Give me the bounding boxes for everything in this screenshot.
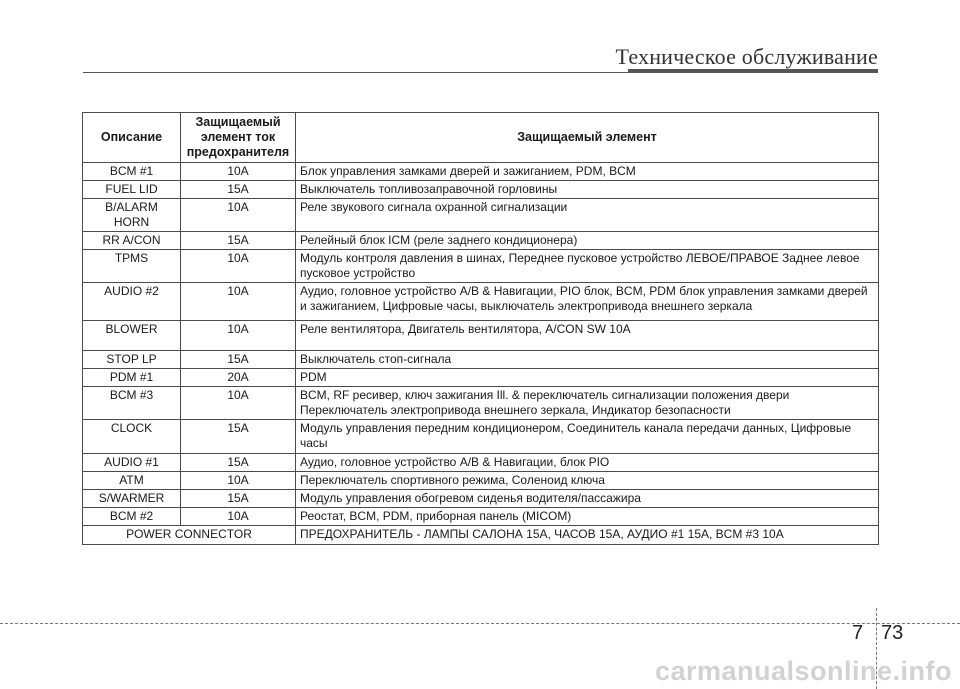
fuse-amperage: 20A <box>181 369 296 387</box>
table-row <box>83 199 879 232</box>
fuse-amperage: 10A <box>181 321 296 351</box>
fuse-protected-element: PDM <box>296 369 879 387</box>
table-row <box>83 454 879 472</box>
table-row <box>83 250 879 283</box>
table-row <box>83 283 879 321</box>
fuse-protected-element: Аудио, головное устройство A/B & Навигации, блок PIO <box>296 454 879 472</box>
table-row <box>83 163 879 181</box>
fuse-description: TPMS <box>83 250 181 283</box>
page-header-title: Техническое обслуживание <box>615 44 878 69</box>
fuse-description: FUEL LID <box>83 181 181 199</box>
fuse-table-body <box>83 163 879 526</box>
fuse-amperage: 15A <box>181 181 296 199</box>
fuse-amperage: 15A <box>181 351 296 369</box>
fuse-amperage: 10A <box>181 199 296 232</box>
header-rule-accent <box>628 69 878 73</box>
fuse-protected-element: Аудио, головное устройство A/B & Навигации, PIO блок, BCM, PDM блок управления замками дверей и зажиганием, Цифровые часы, выключатель электропривода внешнего зеркала <box>296 283 879 321</box>
fuse-description: AUDIO #2 <box>83 283 181 321</box>
fuse-description: S/WARMER <box>83 490 181 508</box>
power-connector-row <box>83 526 879 545</box>
table-row <box>83 321 879 351</box>
fuse-protected-element: Переключатель спортивного режима, Соленоид ключа <box>296 472 879 490</box>
fuse-description: AUDIO #1 <box>83 454 181 472</box>
table-row <box>83 508 879 526</box>
watermark: carmanualsonline.info <box>654 656 952 686</box>
table-row <box>83 472 879 490</box>
fuse-protected-element: Реле звукового сигнала охранной сигнализации <box>296 199 879 232</box>
fuse-description: STOP LP <box>83 351 181 369</box>
fuse-description: BCM #1 <box>83 163 181 181</box>
fuse-protected-element: Модуль управления передним кондиционером, Соединитель канала передачи данных, Цифровые часы <box>296 420 879 454</box>
table-row <box>83 232 879 250</box>
fuse-amperage: 10A <box>181 283 296 321</box>
fuse-description: BCM #2 <box>83 508 181 526</box>
table-row <box>83 369 879 387</box>
fuse-description: RR A/CON <box>83 232 181 250</box>
table-row <box>83 420 879 454</box>
fuse-amperage: 10A <box>181 472 296 490</box>
page-number: 73 <box>881 622 904 644</box>
fuse-description: ATM <box>83 472 181 490</box>
fuse-description: BLOWER <box>83 321 181 351</box>
footer-dashed-rule <box>0 623 960 624</box>
fuse-protected-element: Релейный блок ICM (реле заднего кондиционера) <box>296 232 879 250</box>
header-element: Защищаемый элемент <box>296 113 879 163</box>
fuse-description: CLOCK <box>83 420 181 454</box>
power-connector-element: ПРЕДОХРАНИТЕЛЬ - ЛАМПЫ САЛОНА 15A, ЧАСОВ 15A, АУДИО #1 15A, BCM #3 10A <box>296 526 879 545</box>
table-row <box>83 387 879 420</box>
header-amperage: Защищаемый элемент ток предохранителя <box>181 113 296 163</box>
fuse-amperage: 15A <box>181 232 296 250</box>
table-row <box>83 490 879 508</box>
fuse-amperage: 10A <box>181 250 296 283</box>
fuse-protected-element: Реостат, BCM, PDM, приборная панель (MICOM) <box>296 508 879 526</box>
fuse-protected-element: Блок управления замками дверей и зажиганием, PDM, BCM <box>296 163 879 181</box>
fuse-description: B/ALARM HORN <box>83 199 181 232</box>
table-row <box>83 351 879 369</box>
fuse-amperage: 10A <box>181 508 296 526</box>
fuse-amperage: 15A <box>181 454 296 472</box>
table-header-row <box>83 113 879 163</box>
fuse-protected-element: Модуль управления обогревом сиденья водителя/пассажира <box>296 490 879 508</box>
fuse-table <box>82 112 879 545</box>
fuse-protected-element: Модуль контроля давления в шинах, Переднее пусковое устройство ЛЕВОЕ/ПРАВОЕ Заднее левое пусковое устройство <box>296 250 879 283</box>
header-description: Описание <box>83 113 181 163</box>
power-connector-label: POWER CONNECTOR <box>83 526 296 545</box>
fuse-amperage: 10A <box>181 387 296 420</box>
chapter-number: 7 <box>852 622 864 644</box>
fuse-amperage: 10A <box>181 163 296 181</box>
fuse-protected-element: Выключатель топливозаправочной горловины <box>296 181 879 199</box>
fuse-description: BCM #3 <box>83 387 181 420</box>
fuse-amperage: 15A <box>181 420 296 454</box>
fuse-protected-element: Реле вентилятора, Двигатель вентилятора, A/CON SW 10A <box>296 321 879 351</box>
table-row <box>83 181 879 199</box>
fuse-amperage: 15A <box>181 490 296 508</box>
fuse-protected-element: Выключатель стоп-сигнала <box>296 351 879 369</box>
fuse-description: PDM #1 <box>83 369 181 387</box>
fuse-protected-element: BCM, RF ресивер, ключ зажигания Ill. & переключатель сигнализации положения двери Переключатель электропривода внешнего зеркала, Индикатор безопасности <box>296 387 879 420</box>
